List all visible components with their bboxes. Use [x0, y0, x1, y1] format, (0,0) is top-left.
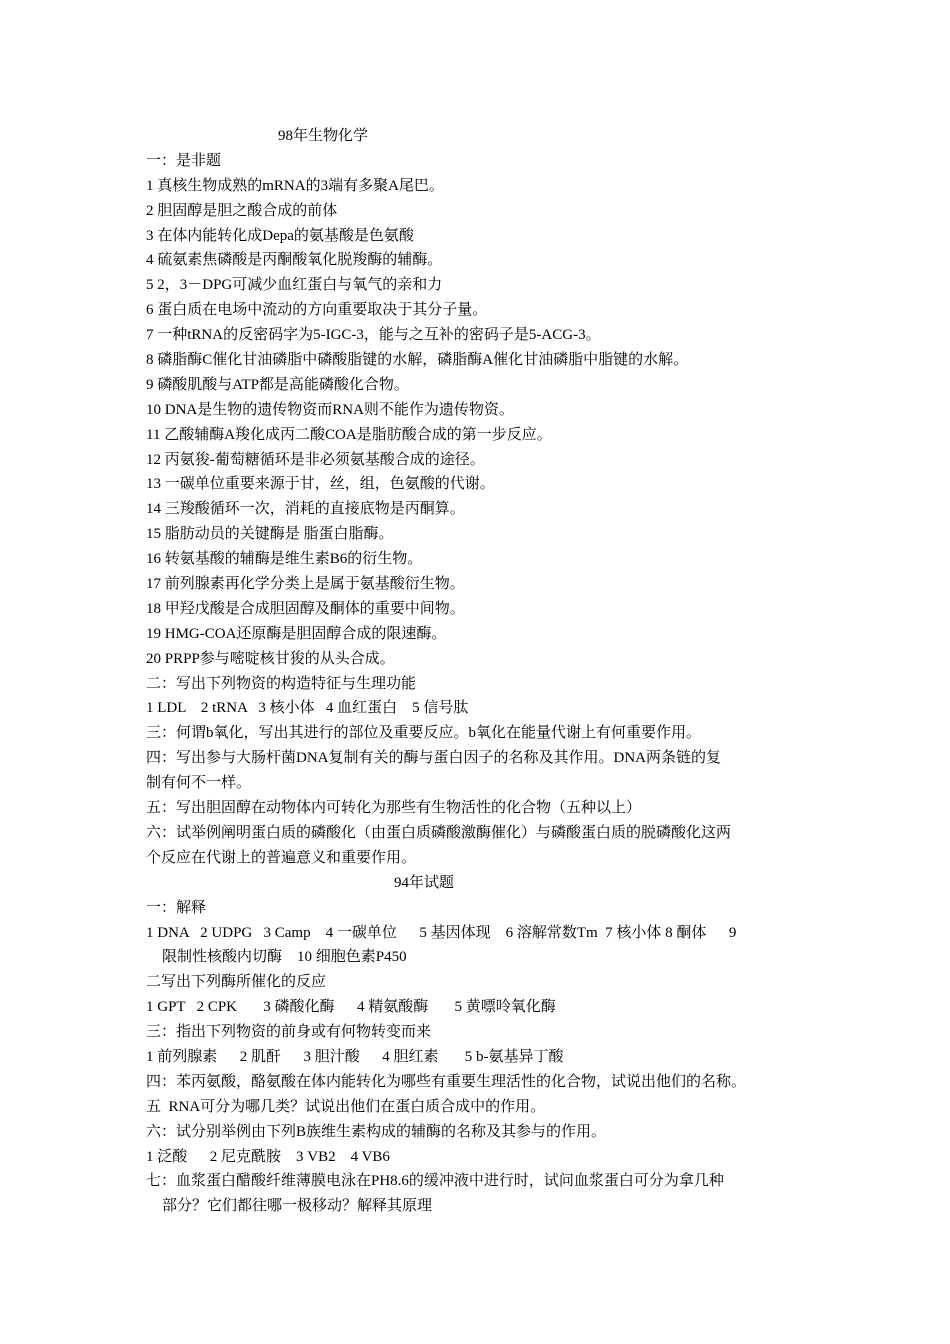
section-heading: 一：解释: [146, 899, 207, 916]
list-item: 12 丙氨狻-葡萄糖循环是非必须氨基酸合成的途径。: [146, 451, 485, 468]
section-heading: 六：试分别举例由下列B族维生素构成的辅酶的名称及其参与的作用。: [146, 1123, 607, 1140]
section-heading-continuation: 制有何不一样。: [146, 775, 252, 792]
list-item: 8 磷脂酶C催化甘油磷脂中磷酸脂键的水解，磷脂酶A催化甘油磷脂中脂键的水解。: [146, 352, 689, 369]
term-list: 1 前列腺素 2 肌酐 3 胆汁酸 4 胆红素 5 b-氨基异丁酸: [146, 1048, 564, 1065]
list-item: 14 三羧酸循环一次，消耗的直接底物是丙酮算。: [146, 501, 465, 518]
section-heading: 三：指出下列物资的前身或有何物转变而来: [146, 1024, 432, 1041]
list-item: 1 真核生物成熟的mRNA的3端有多聚A尾巴。: [146, 177, 444, 194]
list-item: 11 乙酸辅酶A羧化成丙二酸COA是脂肪酸合成的第一步反应。: [146, 426, 552, 443]
term-list: 1 GPT 2 CPK 3 磷酸化酶 4 精氨酸酶 5 黄嘌呤氧化酶: [146, 999, 556, 1016]
section-heading: 五：写出胆固醇在动物体内可转化为那些有生物活性的化合物（五种以上）: [146, 800, 642, 817]
list-item: 6 蛋白质在电场中流动的方向重要取决于其分子量。: [146, 302, 488, 319]
list-item: 19 HMG-COA还原酶是胆固醇合成的限速酶。: [146, 625, 447, 642]
list-item: 10 DNA是生物的遗传物资而RNA则不能作为遗传物资。: [146, 401, 514, 418]
section-heading: 三：何谓b氧化，写出其进行的部位及重要反应。b氧化在能量代谢上有何重要作用。: [146, 725, 702, 742]
term-list: 1 DNA 2 UDPG 3 Camp 4 一碳单位 5 基因体现 6 溶解常数Tm 7 核小体 8 酮体 9: [146, 924, 737, 941]
section-heading: 一：是非题: [146, 152, 222, 169]
list-item: 3 在体内能转化成Depa的氨基酸是色氨酸: [146, 227, 414, 244]
list-item: 18 甲羟戊酸是合成胆固醇及酮体的重要中间物。: [146, 600, 465, 617]
list-item: 16 转氨基酸的辅酶是维生素B6的衍生物。: [146, 551, 423, 568]
list-item: 5 2，3－DPG可减少血红蛋白与氧气的亲和力: [146, 277, 443, 294]
section-heading: 四：写出参与大肠杆菌DNA复制有关的酶与蛋白因子的名称及其作用。DNA两条链的复: [146, 750, 721, 767]
list-item: 4 硫氨素焦磷酸是丙酮酸氧化脱羧酶的辅酶。: [146, 252, 443, 269]
list-item: 20 PRPP参与嘧啶核甘狻的从头合成。: [146, 650, 395, 667]
section-heading: 六：试举例阐明蛋白质的磷酸化（由蛋白质磷酸激酶催化）与磷酸蛋白质的脱磷酸化这两: [146, 824, 732, 841]
term-list: 1 泛酸 2 尼克酰胺 3 VB2 4 VB6: [146, 1148, 390, 1165]
section-heading-continuation: 个反应在代谢上的普遍意义和重要作用。: [146, 849, 417, 866]
term-list: 1 LDL 2 tRNA 3 核小体 4 血红蛋白 5 信号肽: [146, 700, 469, 717]
section-heading: 二：写出下列物资的构造特征与生理功能: [146, 675, 417, 692]
document-page: [146, 124, 810, 1219]
list-item: 9 磷酸肌酸与ATP都是高能磷酸化合物。: [146, 376, 409, 393]
section-title: 94年试题: [394, 874, 455, 891]
list-item: 7 一种tRNA的反密码字为5-IGC-3，能与之互补的密码子是5-ACG-3。: [146, 327, 601, 344]
section-heading: 五 RNA可分为哪几类？试说出他们在蛋白质合成中的作用。: [146, 1098, 546, 1115]
section-heading-continuation: 部分？它们都往哪一极移动？解释其原理: [162, 1198, 433, 1215]
page-title: 98年生物化学: [278, 128, 369, 144]
list-item: 2 胆固醇是胆之酸合成的前体: [146, 202, 338, 219]
list-item: 13 一碳单位重要来源于甘，丝，组，色氨酸的代谢。: [146, 476, 495, 493]
list-item: 17 前列腺素再化学分类上是属于氨基酸衍生物。: [146, 576, 465, 593]
list-item: 15 脂肪动员的关键酶是 脂蛋白脂酶。: [146, 526, 394, 543]
section-heading: 四：苯丙氨酸，酪氨酸在体内能转化为哪些有重要生理活性的化合物，试说出他们的名称。: [146, 1073, 747, 1090]
section-heading: 七：血浆蛋白醋酸纤维薄膜电泳在PH8.6的缓冲液中进行时，试问血浆蛋白可分为拿几种: [146, 1173, 724, 1190]
term-list-continuation: 限制性核酸内切酶 10 细胞色素P450: [162, 949, 407, 966]
section-heading: 二写出下列酶所催化的反应: [146, 974, 327, 991]
